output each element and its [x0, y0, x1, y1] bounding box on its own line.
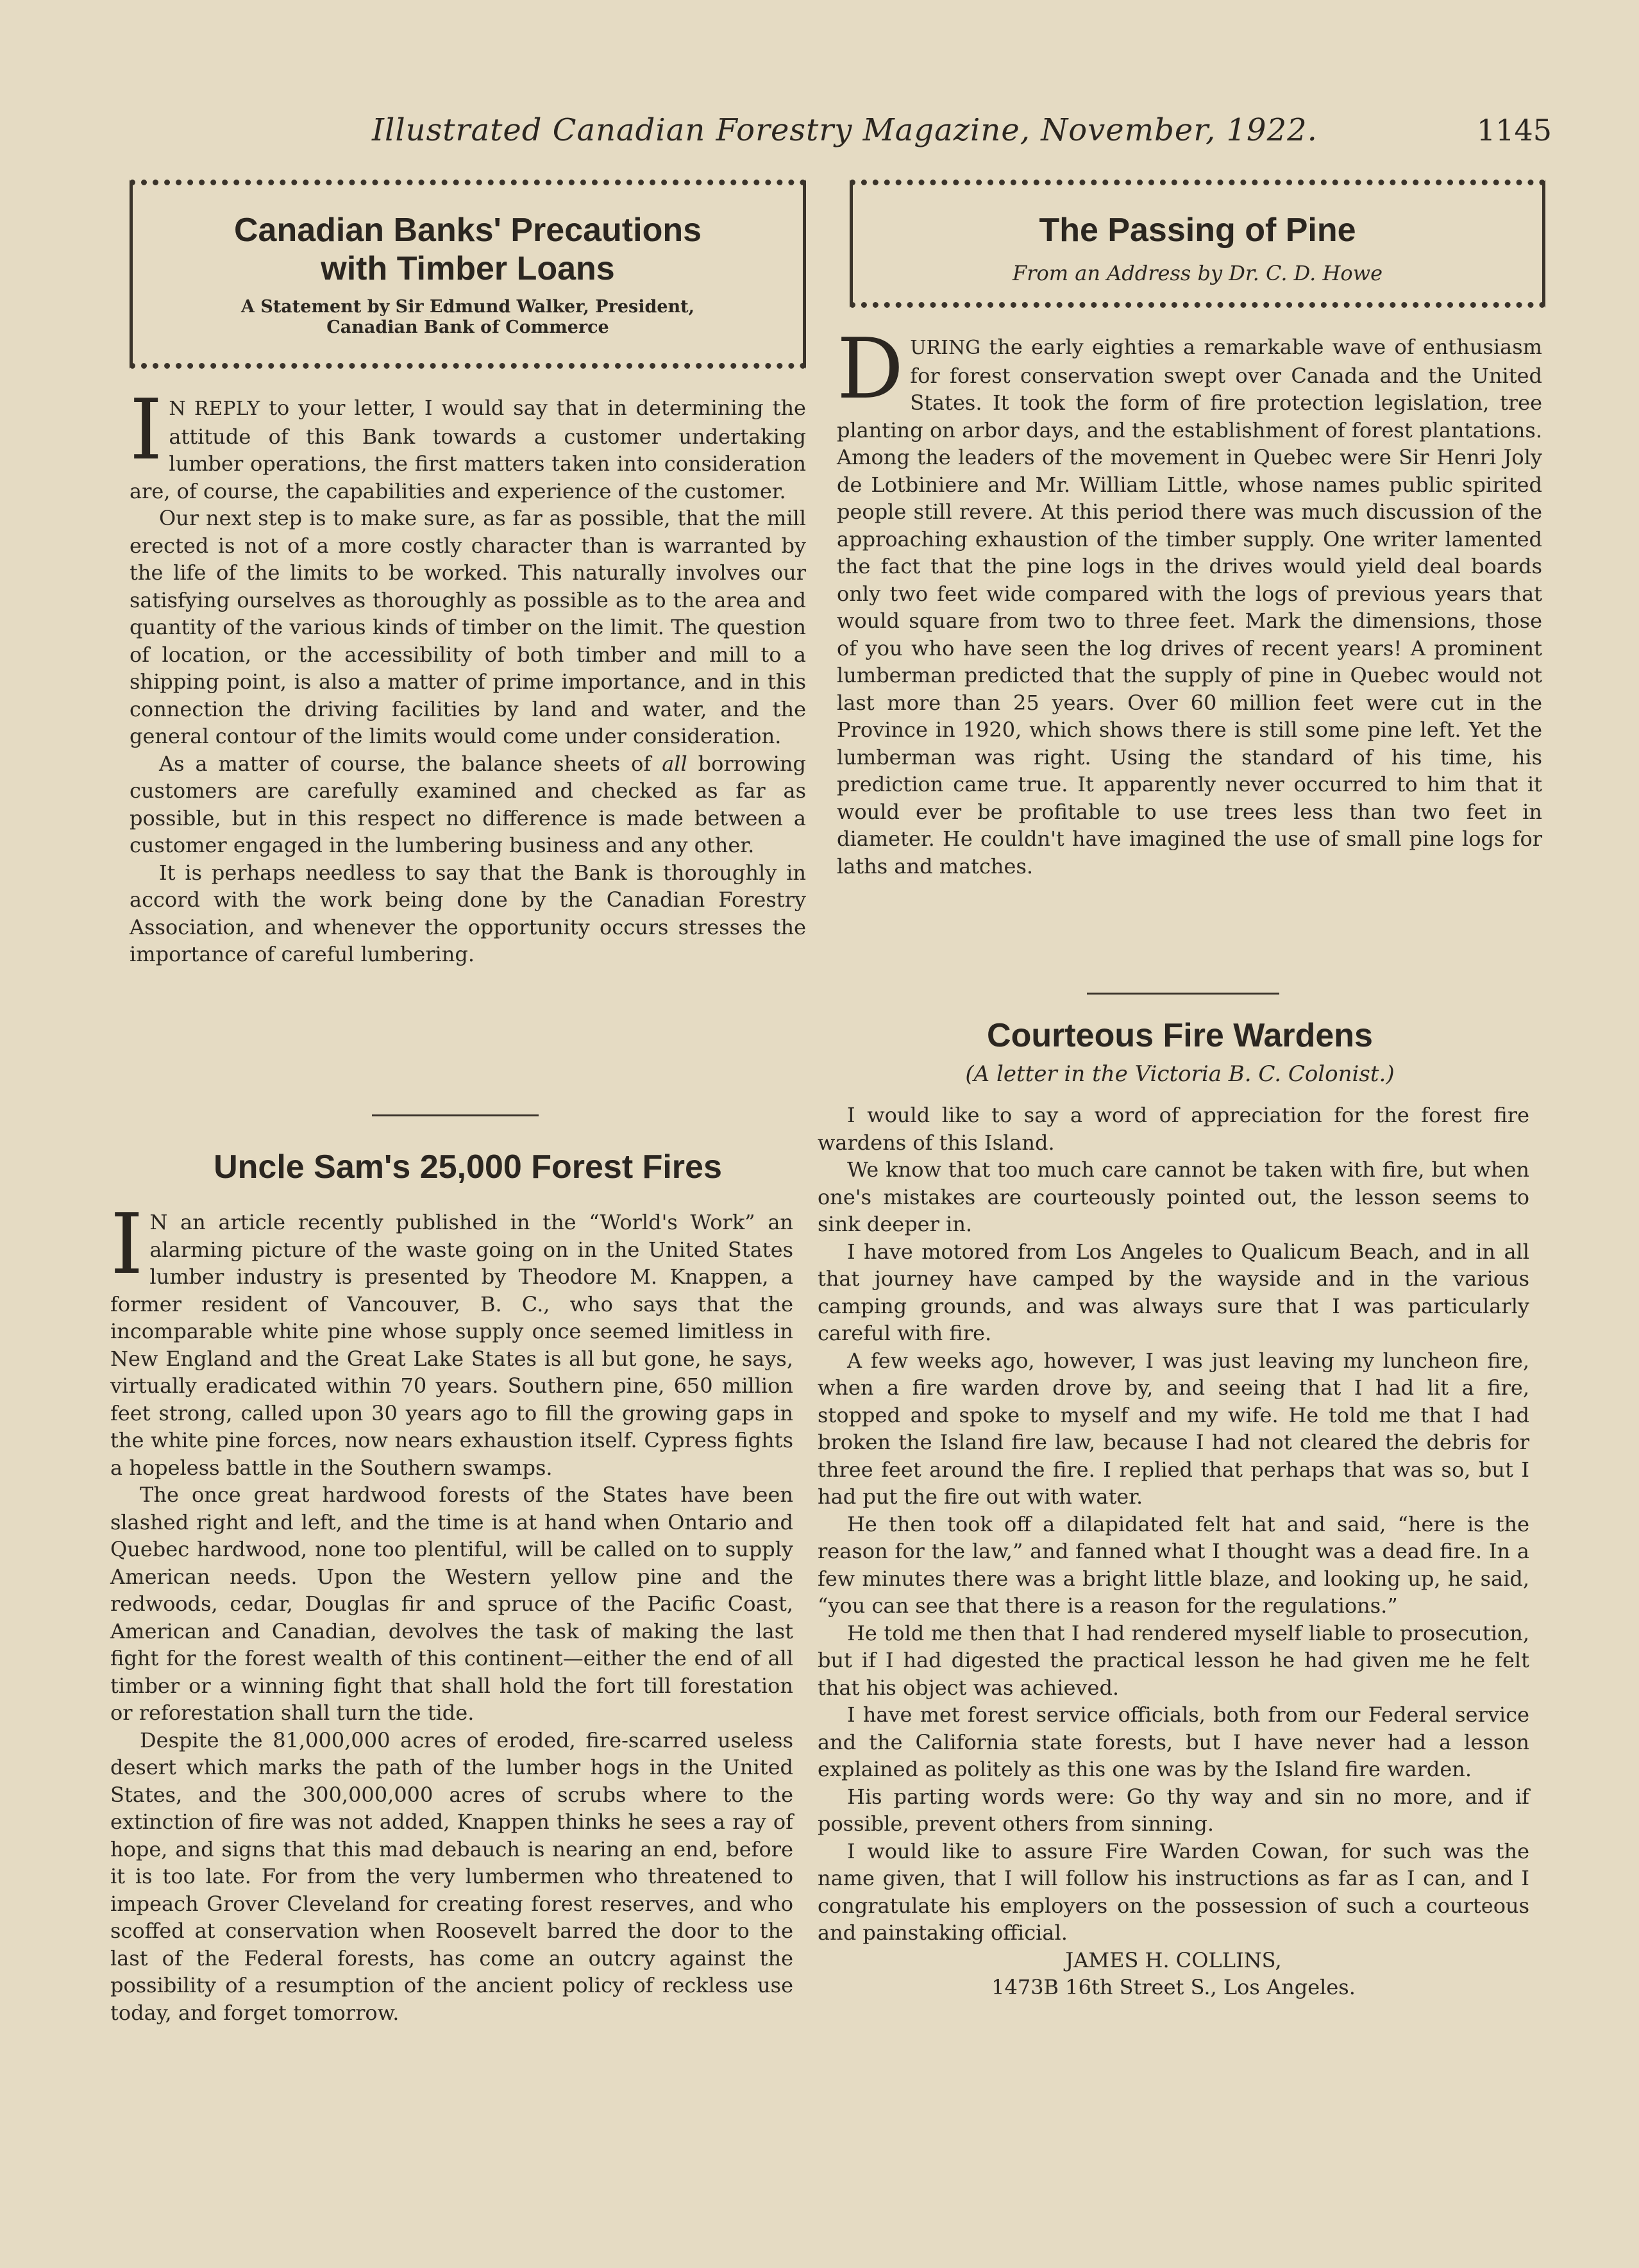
banks-article-paragraph: It is perhaps needless to say that the Bank is thoroughly in accord with the work being done by the Canadian Forestry Association, and whenever the opportunity occurs stresses the importance of careful lumbering. — [130, 860, 806, 966]
banks-article-subtitle-line2: Canadian Bank of Commerce — [326, 317, 609, 337]
wardens-article-paragraph: He told me then that I had rendered myself liable to prosecution, but if I had digested the practical lesson he had given me he felt that his object was achieved. — [818, 1620, 1529, 1700]
wardens-article-paragraph: I would like to assure Fire Warden Cowan, for such was the name given, that I will follow his instructions as far as I can, and I congratulate his employers on the possession of such a courteous and painstaking official. — [818, 1838, 1529, 1945]
paragraph-text: the early eighties a remarkable wave of enthusiasm for forest conservation swept over Canada and the United States. It took the form of fire protection legislation, tree planting on arbor days, and the establishment of forest plantations. Among the leaders of the movement in Quebec were Sir Henri Joly de Lotbiniere and Mr. William Little, whose names public spirited people still revere. At this period there was much discussion of the approaching exhaustion of the timber supply. One writer lamented the fact that the pine logs in the drives would yield deal boards only two feet wide compared with the logs of previous years that would square from two to three feet. Mark the dimensions, those of you who have seen the log drives of recent years! A prominent lumberman predicted that the supply of pine in Quebec would not last more than 25 years. Over 60 million feet were cut in the Province in 1920, which shows there is still some pine left. Yet the lumberman was right. Using the standard of his time, his prediction came true. It apparently never occurred to him that it would ever be profitable to use trees less than two feet in diameter. He couldn't have imagined the use of small pine logs for laths and matches. — [837, 335, 1542, 878]
lead-in: URING — [910, 337, 981, 359]
wardens-article-paragraph: I would like to say a word of appreciation for the forest fire wardens of this Island. — [818, 1103, 1529, 1155]
paragraph-text: N an article recently published in the “World's Work” an alarming picture of the waste going on in the United States lumber industry is presented by Theodore M. Knappen, a former resident of Vancouver, B. C., who says that the incomparable white pine whose supply once seemed limitless in New England and the Great Lake States is all but gone, he says, virtually eradicated within 70 years. Southern pine, 650 million feet strong, called upon 30 years ago to fill the growing gaps in the white pine forces, now nears exhaustion itself. Cypress fights a hopeless battle in the Southern swamps. — [110, 1210, 793, 1480]
banks-article-body — [130, 381, 807, 968]
pine-article-title: The Passing of Pine — [1039, 212, 1356, 249]
wardens-article-paragraph: We know that too much care cannot be taken with fire, but when one's mistakes are courteously pointed out, the lesson seems to sink deeper in. — [818, 1157, 1529, 1236]
banks-article-title-box — [130, 180, 806, 369]
fires-article-body — [110, 1195, 793, 2026]
paragraph-text: As a matter of course, the balance sheets of — [159, 751, 662, 776]
banks-article-title-line2: with Timber Loans — [321, 250, 615, 287]
magazine-title: Illustrated Canadian Forestry Magazine, November, 1922. — [372, 112, 1318, 148]
signature-address: 1473B 16th Street S., Los Angeles. — [991, 1975, 1356, 1999]
lead-in: N REPLY — [169, 398, 260, 420]
banks-article-paragraph — [130, 381, 806, 505]
paragraph-text: to your letter, I would say that in determining the attitude of this Bank towards a customer undertaking lumber operations, the first matters taken into consideration are, of course, the capabilities and experience of the customer. — [130, 396, 806, 503]
pine-article-body — [837, 320, 1542, 880]
paragraph-text: borrowing customers are carefully examined and checked as far as possible, but in this respect no difference is made between a customer engaged in the lumbering business and any other. — [130, 751, 807, 857]
banks-article-subtitle-line1: A Statement by Sir Edmund Walker, President, — [240, 297, 695, 317]
pine-article-subtitle: From an Address by Dr. C. D. Howe — [1012, 261, 1383, 285]
wardens-article-paragraph: I have met forest service officials, both from our Federal service and the California state forests, but I have never had a lesson explained as politely as this one was by the Island fire warden. — [818, 1702, 1529, 1781]
wardens-article-paragraph: I have motored from Los Angeles to Qualicum Beach, and in all that journey have camped by the wayside and in the various camping grounds, and was always sure that I was particularly careful with fire. — [818, 1239, 1529, 1345]
banks-article-paragraph: Our next step is to make sure, as far as possible, that the mill erected is not of a more costly character than is warranted by the life of the limits to be worked. This naturally involves our satisfying ourselves as thoroughly as possible as to the area and quantity of the various kinds of timber on the limit. The question of location, or the accessibility of both timber and mill to a shipping point, is also a matter of prime importance, and in this connection the driving facilities by land and water, and the general contour of the limits would come under consideration. — [130, 506, 806, 748]
divider — [1087, 993, 1279, 995]
emphasis-text: all — [662, 751, 687, 776]
wardens-article-title: Courteous Fire Wardens — [987, 1017, 1373, 1054]
fires-article-paragraph: Despite the 81,000,000 acres of eroded, fire-scarred useless desert which marks the path of the lumber hogs in the United States, and the 300,000,000 acres of scrubs where to the extinction of fire was not added, Knappen thinks he sees a ray of hope, and signs that this mad debauch is nearing an end, before it is too late. For from the very lumbermen who threatened to impeach Grover Cleveland for creating forest reserves, and who scoffed at conservation when Roosevelt barred the door to the last of the Federal forests, has come an outcry against the possibility of a resumption of the ancient policy of reckless use today, and forget tomorrow. — [110, 1727, 793, 2025]
divider — [372, 1114, 539, 1116]
drop-cap: I — [110, 1195, 144, 1293]
signature-name: JAMES H. COLLINS, — [1065, 1947, 1282, 1972]
wardens-article-paragraph: He then took off a dilapidated felt hat and said, “here is the reason for the law,” and fanned what I thought was a dead fire. In a few minutes there was a bright little blaze, and looking up, he said, “you can see that there is a reason for the regulations.” — [818, 1511, 1529, 1618]
fires-article-paragraph — [110, 1195, 793, 1481]
drop-cap: D — [837, 320, 904, 417]
wardens-article-paragraph: His parting words were: Go thy way and sin no more, and if possible, prevent others from sinning. — [818, 1784, 1529, 1836]
page-header — [372, 112, 1552, 148]
banks-article-title-line1: Canadian Banks' Precautions — [233, 212, 702, 249]
page-number: 1145 — [1476, 113, 1552, 147]
wardens-article-subtitle: (A letter in the Victoria B. C. Colonist.) — [965, 1061, 1395, 1087]
wardens-article-body — [818, 1102, 1529, 2001]
pine-article-title-box — [850, 180, 1545, 308]
wardens-article-paragraph: A few weeks ago, however, I was just leaving my luncheon fire, when a fire warden drove by, and seeing that I had lit a fire, stopped and spoke to myself and my wife. He told me that I had broken the Island fire law, because I had not cleared the debris for three feet around the fire. I replied that perhaps that was so, but I had put the fire out with water. — [818, 1348, 1529, 1509]
banks-article-paragraph — [130, 750, 806, 859]
fires-article-paragraph: The once great hardwood forests of the States have been slashed right and left, and the time is at hand when Ontario and Quebec hardwood, none too plentiful, will be called on to supply American needs. Upon the Western yellow pine and the redwoods, cedar, Douglas fir and spruce of the Pacific Coast, American and Canadian, devolves the task of making the last fight for the forest wealth of this continent—either the end of all timber or a winning fight that shall hold the fort till forestation or reforestation shall turn the tide. — [110, 1483, 793, 1725]
fires-article-title: Uncle Sam's 25,000 Forest Fires — [214, 1148, 722, 1186]
pine-article-paragraph — [837, 320, 1542, 880]
drop-cap: I — [130, 381, 163, 478]
